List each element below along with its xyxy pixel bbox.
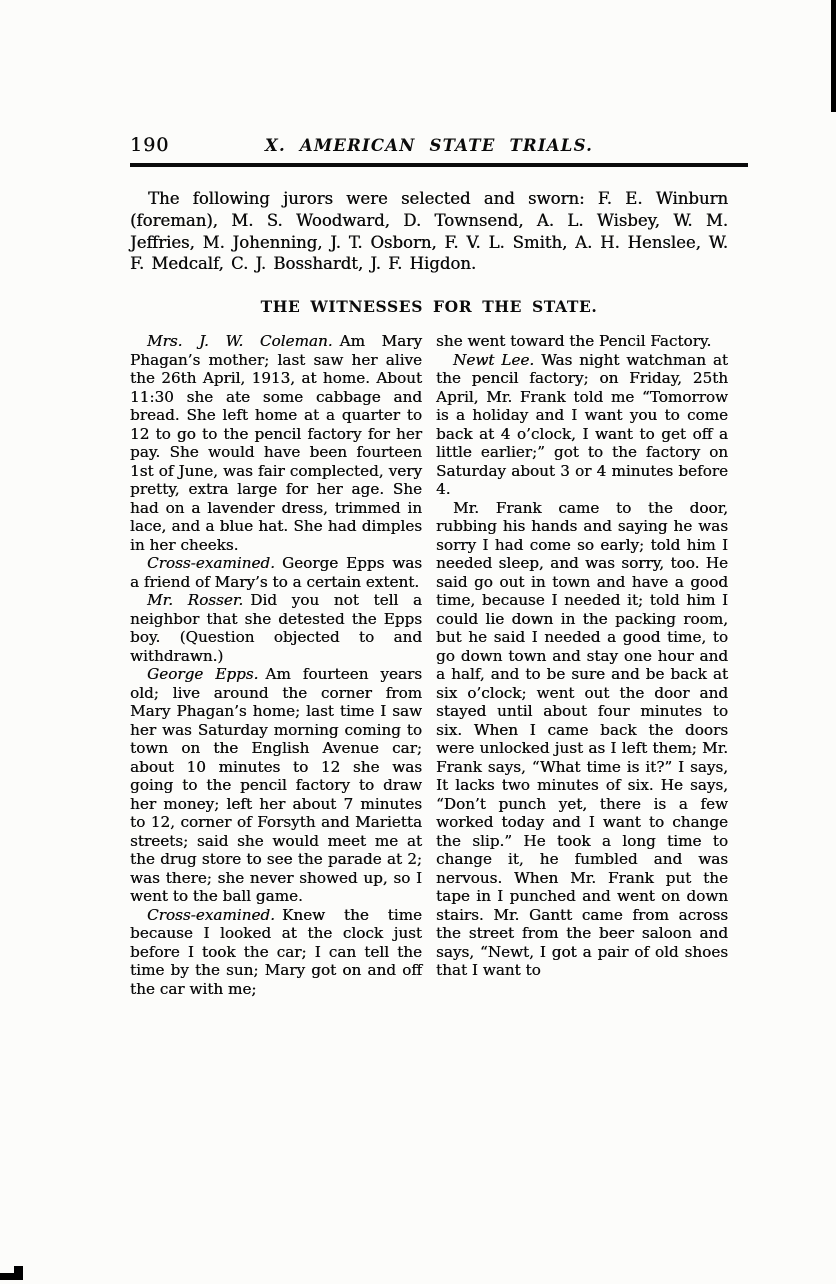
testimony-paragraph-coleman-cross <box>130 554 422 591</box>
testimony-paragraph-coleman <box>130 332 422 554</box>
witness-name: Newt Lee. <box>453 350 535 369</box>
testimony-text: Am Mary Phagan’s mother; last saw her alive the 26th April, 1913, at home. About 11:30 she ate some cabbage and bread. She left home at a quarter to 12 to go to the pencil factory for her pay. She would have been fourteen 1st of June, was fair complected, very pretty, extra large for her age. She had on a lavender dress, trimmed in lace, and a blue hat. She had dimples in her cheeks. <box>130 332 422 554</box>
cross-examined-label: Cross-examined. <box>147 905 275 924</box>
testimony-text: Did you not tell a neighbor that she detested the Epps boy. (Question objected to and withdrawn.) <box>130 591 422 665</box>
header-rule <box>130 163 748 167</box>
testimony-text: Mr. Frank came to the door, rubbing his hands and saying he was sorry I had come so early; told him I needed sleep, and was sorry, too. He said go out in town and have a good time, because I needed it; told him I could lie down in the packing room, but he said I needed a good time, to go down town and stay one hour and a half, and to be sure and be back at six o’clock; went out the door and stayed until about four minutes to six. When I came back the doors were unlocked just as I left them; Mr. Frank says, “What time is it?” I says, It lacks two minutes of six. He says, “Don’t punch yet, there is a few worked today and I want to change the slip.” He took a long time to change it, he fumbled and was nervous. When Mr. Frank put the tape in I punched and went on down stairs. Mr. Gantt came from across the street from the beer saloon and says, “Newt, I got a pair of old shoes that I want to <box>436 498 728 980</box>
testimony-text: Knew the time because I looked at the clock just before I took the car; I can tell the time by the sun; Mary got on and off the car with me; <box>130 905 422 998</box>
page-number: 190 <box>130 134 170 156</box>
witness-name: George Epps. <box>147 665 259 684</box>
testimony-text: Am fourteen years old; live around the corner from Mary Phagan’s home; last time I saw her was Saturday morning coming to town on the English Avenue car; about 10 minutes to 12 she was going to the pencil factory to draw her money; left her about 7 minutes to 12, corner of Forsyth and Marietta streets; said she would meet me at the drug store to see the parade at 2; was there; she never showed up, so I went to the ball game. <box>130 665 422 906</box>
left-column <box>130 332 422 998</box>
testimony-text: George Epps was a friend of Mary’s to a certain extent. <box>130 554 422 591</box>
testimony-paragraph-epps-cross <box>130 906 422 999</box>
cross-examined-label: Cross-examined. <box>147 554 275 573</box>
page-content <box>130 134 728 998</box>
witness-name: Mr. Rosser. <box>147 591 244 610</box>
testimony-paragraph-newt-lee-2 <box>436 499 728 980</box>
running-title: X. AMERICAN STATE TRIALS. <box>264 136 594 155</box>
testimony-text: Was night watchman at the pencil factory; on Friday, 25th April, Mr. Frank told me “Tomorrow is a holiday and I want you to come back at 4 o’clock, I want to get off a little earlier;” got to the factory on Saturday about 3 or 4 minutes before 4. <box>436 350 728 499</box>
two-column-body <box>130 332 728 998</box>
testimony-paragraph-rosser <box>130 591 422 665</box>
section-heading: THE WITNESSES FOR THE STATE. <box>260 297 598 317</box>
testimony-paragraph-continuation <box>436 332 728 351</box>
scan-artifact-bottom-left <box>0 1265 24 1280</box>
scan-artifact-top-right <box>831 0 836 112</box>
testimony-text: she went toward the Pencil Factory. <box>436 332 712 351</box>
page-header <box>130 134 728 156</box>
jurors-paragraph: The following jurors were selected and sworn: F. E. Winburn (foreman), M. S. Woodward, D. Townsend, A. L. Wisbey, W. M. Jeffries, M. Johenning, J. T. Osborn, F. V. L. Smith, A. H. Henslee, W. F. Medcalf, C. J. Bosshardt, J. F. Higdon. <box>130 189 728 274</box>
testimony-paragraph-newt-lee <box>436 351 728 499</box>
witness-name: Mrs. J. W. Coleman. <box>147 332 333 351</box>
testimony-paragraph-epps <box>130 665 422 906</box>
right-column <box>436 332 728 998</box>
